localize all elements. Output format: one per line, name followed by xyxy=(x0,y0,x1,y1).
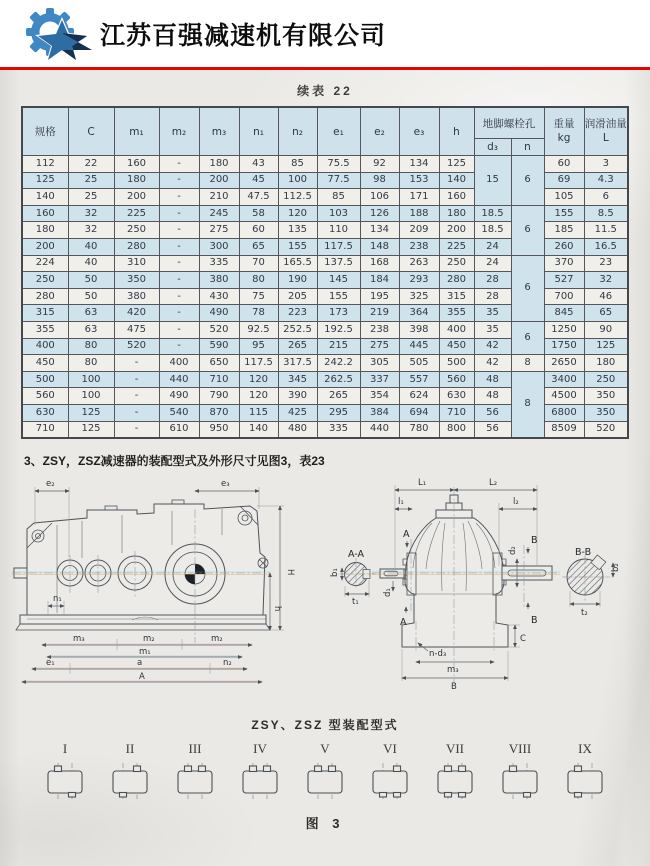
section-aa-title: A-A xyxy=(348,549,365,561)
dim-label-a: a xyxy=(137,658,143,669)
spec-table-body xyxy=(22,156,628,439)
table-row: 710 125 - 610 950 140 480 335 440 780 800 56 8509 520 xyxy=(22,421,628,438)
assembly-type-item xyxy=(42,741,88,801)
assembly-type-item xyxy=(562,741,608,801)
assembly-type-item xyxy=(302,741,348,801)
dim-label-d1: d₁ xyxy=(383,588,393,598)
dim-label-B-bottom: B xyxy=(451,682,457,693)
dim-label-L2: L₂ xyxy=(489,478,498,489)
table-title: 续表 22 xyxy=(297,84,353,98)
weight-label: 重量 xyxy=(553,118,575,131)
col-header-n1: n₁ xyxy=(239,107,278,156)
assembly-row xyxy=(0,741,650,801)
assembly-icon xyxy=(432,761,478,801)
figure-caption: 图 3 xyxy=(305,816,345,832)
weight-unit: kg xyxy=(557,131,571,144)
dim-label-n1: n₁ xyxy=(53,594,62,605)
assembly-icon xyxy=(497,761,543,801)
dim-label-h: h xyxy=(272,606,282,612)
spec-table-head xyxy=(22,107,628,156)
col-header-bolt-group: 地脚螺栓孔 xyxy=(474,107,544,139)
assembly-icon xyxy=(302,761,348,801)
dim-label-A-bottom: A xyxy=(139,672,145,683)
col-header-h: h xyxy=(439,107,474,156)
dim-label-m2a: m₂ xyxy=(143,634,155,645)
assembly-type-item xyxy=(432,741,478,801)
table-row: 500 100 - 440 710 120 345 262.5 337 557 560 48 8 3400 250 xyxy=(22,371,628,388)
side-view xyxy=(12,479,295,682)
oil-unit: L xyxy=(602,131,609,144)
dim-label-b1: b₁ xyxy=(330,568,340,578)
assembly-type-item xyxy=(367,741,413,801)
section-bb xyxy=(562,547,621,618)
company-name: 江苏百强减速机有限公司 xyxy=(100,21,387,50)
col-header-n2: n₂ xyxy=(278,107,317,156)
col-header-c: C xyxy=(68,107,114,156)
assembly-type-item xyxy=(497,741,543,801)
dim-label-t1: t₁ xyxy=(352,597,359,608)
table-row: 280 50 380 - 430 75 205 155 195 325 315 28 700 46 xyxy=(22,288,628,305)
assembly-type-label: VIII xyxy=(508,741,532,757)
col-header-d3: d₃ xyxy=(474,139,511,156)
section-mark-A-bottom: A xyxy=(400,617,407,629)
table-row: 450 80 - 400 650 117.5 317.5 242.2 305 505 500 42 8 2650 180 xyxy=(22,355,628,372)
dim-label-H: H xyxy=(285,569,295,576)
col-header-weight xyxy=(544,107,584,156)
assembly-type-label: V xyxy=(320,741,330,757)
col-header-e3: e₃ xyxy=(399,107,439,156)
table-row: 112 22 160 - 180 43 85 75.5 92 134 125 15 6 60 3 xyxy=(22,156,628,173)
table-row: 630 125 - 540 870 115 425 295 384 694 710 56 6800 350 xyxy=(22,404,628,421)
section-aa xyxy=(330,549,376,607)
scanned-page xyxy=(0,70,650,866)
section-mark-B-top: B xyxy=(531,535,538,547)
oil-label: 润滑油量 xyxy=(584,118,627,131)
dim-label-l2: l₂ xyxy=(513,497,519,508)
assembly-icon xyxy=(172,761,218,801)
dim-label-L1: L₁ xyxy=(418,478,427,489)
assembly-type-label: IV xyxy=(253,741,267,757)
table-row: 400 80 520 - 590 95 265 215 275 445 450 42 1750 125 xyxy=(22,338,628,355)
table-row: 200 40 280 - 300 65 155 117.5 148 238 225 24 260 16.5 xyxy=(22,238,628,255)
dim-label-b2: b₂ xyxy=(611,563,621,573)
table-row: 315 63 420 - 490 78 223 173 219 364 355 35 845 65 xyxy=(22,305,628,322)
dim-label-e3: e₃ xyxy=(221,479,230,490)
assembly-type-label: VI xyxy=(383,741,397,757)
assembly-icon xyxy=(367,761,413,801)
assembly-type-item xyxy=(172,741,218,801)
col-header-spec: 规格 xyxy=(22,107,68,156)
dim-label-t2: t₂ xyxy=(581,608,588,619)
table-row: 160 32 225 - 245 58 120 103 126 188 180 18.5 6 155 8.5 xyxy=(22,205,628,222)
dim-label-e1: e₁ xyxy=(46,658,55,669)
spec-table xyxy=(21,106,629,439)
col-header-oil xyxy=(584,107,628,156)
assembly-type-label: VII xyxy=(445,741,465,757)
assembly-type-item xyxy=(237,741,283,801)
dim-label-nd3: n-d₃ xyxy=(429,649,447,660)
section-mark-A-top: A xyxy=(403,529,410,541)
table-row: 250 50 350 - 380 80 190 145 184 293 280 28 527 32 xyxy=(22,272,628,289)
assembly-type-item xyxy=(107,741,153,801)
dimension-diagram xyxy=(12,473,638,701)
table-row: 560 100 - 490 790 120 390 265 354 624 630 48 4500 350 xyxy=(22,388,628,405)
dim-label-l1: l₁ xyxy=(398,497,404,508)
dim-label-C: C xyxy=(520,634,526,645)
assembly-caption: ZSY、ZSZ 型装配型式 xyxy=(251,718,399,733)
assembly-type-label: II xyxy=(125,741,135,757)
table-row: 140 25 200 - 210 47.5 112.5 85 106 171 160 105 6 xyxy=(22,189,628,206)
col-header-n: n xyxy=(511,139,544,156)
assembly-type-label: I xyxy=(62,741,68,757)
section-note: 3、ZSY，ZSZ减速器的装配型式及外形尺寸见图3，表23 xyxy=(24,454,325,469)
dim-label-d2: d₂ xyxy=(508,546,518,556)
end-view xyxy=(372,478,560,692)
assembly-icon xyxy=(42,761,88,801)
assembly-icon xyxy=(107,761,153,801)
col-header-m3: m₃ xyxy=(199,107,239,156)
assembly-icon xyxy=(237,761,283,801)
col-header-e2: e₂ xyxy=(360,107,399,156)
table-row: 355 63 475 - 520 92.5 252.5 192.5 238 398 400 35 6 1250 90 xyxy=(22,321,628,338)
col-header-m1: m₁ xyxy=(114,107,159,156)
assembly-icon xyxy=(562,761,608,801)
company-logo xyxy=(18,3,94,65)
section-bb-title: B-B xyxy=(575,547,592,559)
dim-label-m3-end: m₃ xyxy=(447,665,459,676)
dimension-figure xyxy=(12,473,650,706)
dim-label-m1: m₁ xyxy=(139,647,151,658)
dim-label-m3: m₃ xyxy=(73,634,85,645)
dim-label-e2: e₂ xyxy=(46,479,55,490)
site-header xyxy=(0,0,650,67)
table-row: 180 32 250 - 275 60 135 110 134 209 200 18.5 185 11.5 xyxy=(22,222,628,239)
table-row: 125 25 180 - 200 45 100 77.5 98 153 140 69 4.3 xyxy=(22,172,628,189)
col-header-m2: m₂ xyxy=(159,107,199,156)
assembly-type-label: IX xyxy=(578,741,592,757)
dim-label-n2: n₂ xyxy=(223,658,232,669)
dim-label-m2b: m₂ xyxy=(211,634,223,645)
section-mark-B-bottom: B xyxy=(531,615,538,627)
col-header-e1: e₁ xyxy=(317,107,360,156)
table-row: 224 40 310 - 335 70 165.5 137.5 168 263 250 24 6 370 23 xyxy=(22,255,628,272)
assembly-type-label: III xyxy=(188,741,202,757)
